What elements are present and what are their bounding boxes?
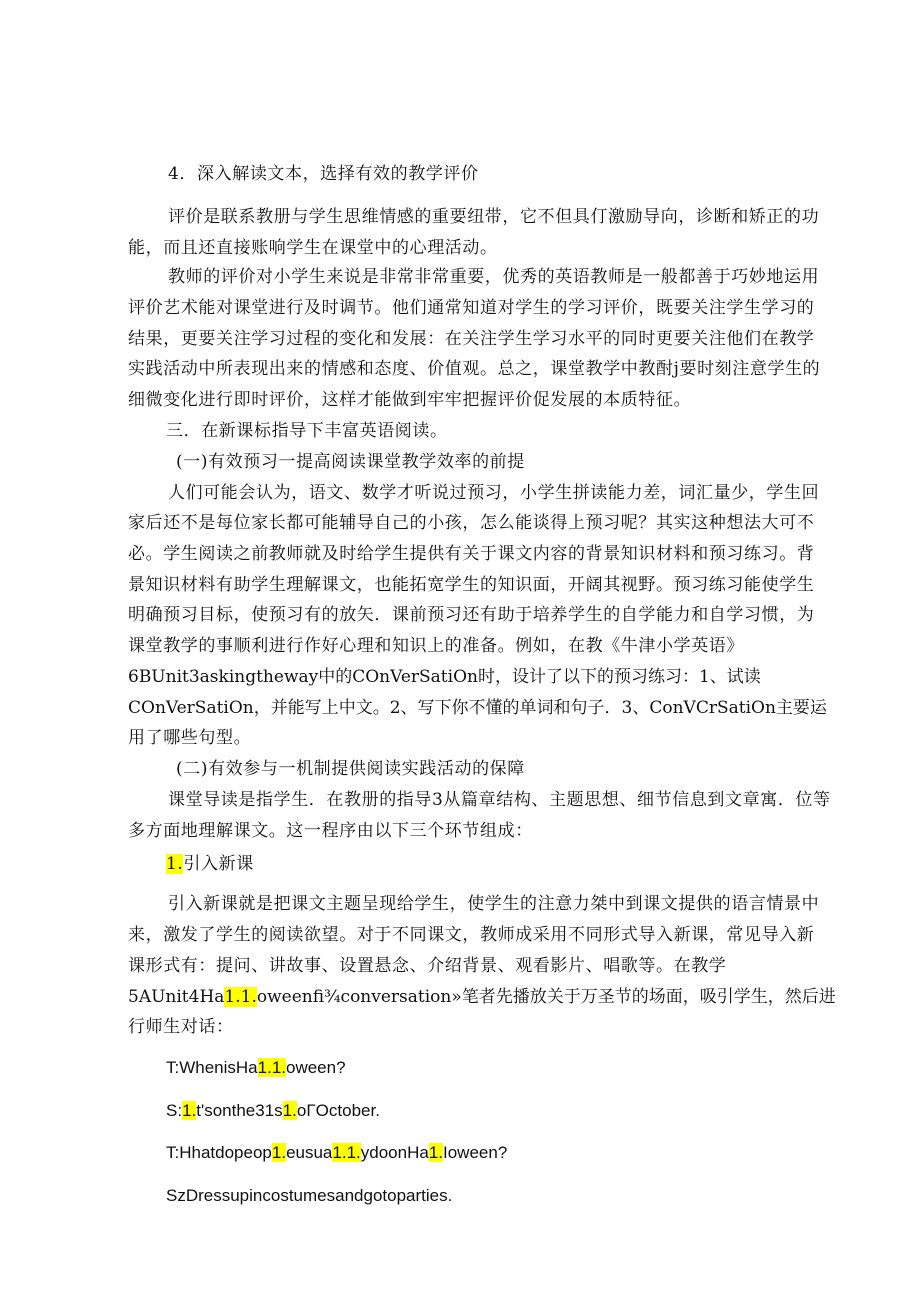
dialog-text: oΓOctober. [296, 1101, 380, 1120]
dialog-line-2 [166, 1100, 380, 1122]
dialog-text: eusua [286, 1143, 333, 1162]
paragraph-3-line-8: COnVerSatiOn，并能写上中文。2、写下你不懂的单词和句子．3、ConVCrSatiOn主要运 [128, 698, 827, 718]
subsection-1-title: (一)有效预习一提高阅读课堂教学效率的前提 [176, 452, 525, 472]
heading-4: 4．深入解读文本，选择有效的教学评价 [168, 164, 479, 184]
dialog-line-3 [166, 1142, 507, 1164]
paragraph-2-line-2: 评价艺术能对课堂进行及时调节。他们通常知道对学生的学习评价，既要关注学生学习的 [128, 298, 815, 318]
paragraph-3-line-9: 用了哪些句型。 [128, 728, 252, 748]
dialog-text: ydoonHa [360, 1143, 429, 1162]
paragraph-3-line-2: 家后还不是每位家长都可能辅导自己的小孩，怎么能谈得上预习呢？其实这种想法大可不 [128, 513, 815, 533]
paragraph-1-line-2: 能，而且还直接账响学生在课堂中的心理活动。 [128, 238, 498, 258]
dialog-line-1 [166, 1057, 346, 1079]
section-3-title: 三．在新课标指导下丰富英语阅读。 [166, 421, 448, 441]
paragraph-3-line-6: 课堂教学的事顺利进行作好心理和知识上的准备。例如，在教《牛津小学英语》 [128, 636, 744, 656]
dialog-text: T:Hhatdopeop [166, 1143, 272, 1162]
highlight-mark: 1. [182, 1101, 197, 1120]
paragraph-5-line-4 [128, 986, 836, 1008]
highlight-mark: 1.1. [257, 1058, 286, 1077]
highlight-mark: 1. [282, 1101, 297, 1120]
paragraph-5-line-1: 引入新课就是把课文主题呈现给学生，使学生的注意力桀中到课文提供的语言情景中 [168, 894, 820, 914]
paragraph-2-line-5: 细微变化进行即时评价，这样才能做到牢牢把握评价促发展的本质特征。 [128, 390, 692, 410]
paragraph-5-line-4-rest: oweenfi¾conversation»笔者先播放关于万圣节的场面，吸引学生，然后进 [256, 987, 836, 1007]
step-1-number: 1. [166, 854, 184, 874]
highlight-mark: 1. [428, 1143, 443, 1162]
highlight-mark: 1.1. [224, 987, 257, 1007]
paragraph-3-line-5: 明确预习目标，使预习有的放矢．课前预习还有助于培养学生的自学能力和自学习惯，为 [128, 605, 815, 625]
paragraph-5-line-2: 来，激发了学生的阅读欲望。对于不同课文，教师成采用不同形式导入新课，常见导入新 [128, 925, 815, 945]
subsection-2-title: (二)有效参与一机制提供阅读实践活动的保障 [176, 759, 525, 779]
paragraph-3-line-3: 必。学生阅读之前教师就及时给学生提供有关于课文内容的背景知识材料和预习练习。背 [128, 544, 815, 564]
step-1-heading [166, 853, 254, 875]
unit-reference: 5AUnit4Ha [128, 987, 225, 1007]
paragraph-2-line-1: 教师的评价对小学生来说是非常非常重要，优秀的英语教师是一般都善于巧妙地运用 [168, 267, 820, 287]
dialog-line-4: SzDressupincostumesandgotoparties. [166, 1186, 453, 1205]
highlight-mark: 1.1. [332, 1143, 361, 1162]
dialog-text: t'sonthe31s [196, 1101, 283, 1120]
paragraph-2-line-4: 实践活动中所表现出来的情感和态度、价值观。总之，课堂教学中教酎j要时刻注意学生的 [128, 359, 821, 379]
paragraph-3-line-7: 6BUnit3askingtheway中的COnVerSatiOn时，设计了以下的预习练习：1、试读 [128, 667, 761, 687]
step-1-title: 引入新课 [183, 854, 254, 874]
paragraph-3-line-4: 景知识材料有助学生理解课文，也能拓宽学生的知识面，开阔其视野。预习练习能使学生 [128, 575, 815, 595]
paragraph-5-line-3: 课形式有：提问、讲故事、设置悬念、介绍背景、观看影片、唱歌等。在教学 [128, 956, 727, 976]
highlight-mark: 1. [271, 1143, 287, 1162]
paragraph-3-line-1: 人们可能会认为，语文、数学才听说过预习，小学生拼读能力差，词汇量少，学生回 [168, 483, 820, 503]
dialog-text: S: [166, 1101, 183, 1120]
paragraph-1-line-1: 评价是联系教册与学生思维情感的重要纽带，它不但具仃激励导向，诊断和矫正的功 [168, 207, 820, 227]
dialog-text: Ioween? [443, 1143, 508, 1162]
paragraph-4-line-2: 多方面地理解课文。这一程序由以下三个环节组成： [128, 821, 533, 841]
dialog-text: T:WhenisHa [166, 1058, 258, 1077]
paragraph-2-line-3: 结果，更要关注学习过程的变化和发展：在关注学生学习水平的同时更要关注他们在教学 [128, 329, 815, 349]
dialog-text: oween? [286, 1058, 346, 1077]
paragraph-5-line-5: 行师生对话： [128, 1017, 234, 1037]
paragraph-4-line-1: 课堂导读是指学生．在教册的指导3从篇章结构、主题思想、细节信息到文章寓．位等 [168, 790, 831, 810]
